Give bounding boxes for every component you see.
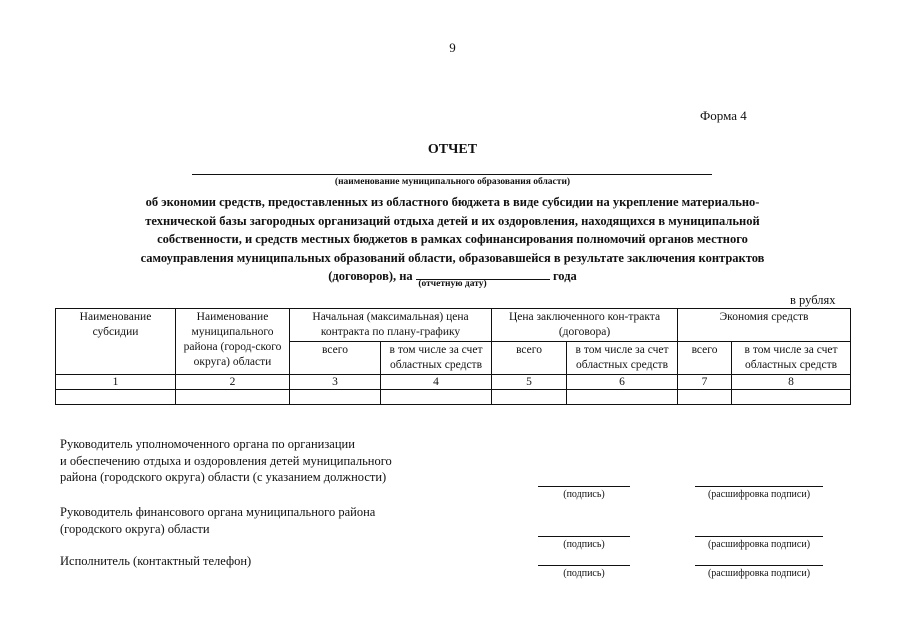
header-regional-funds: в том числе за счет областных средств [732,342,851,375]
table-number-row [56,375,851,390]
description-line: технической базы загородных организаций отдыха детей и их оздоровления, находящихся в муниципальной [145,213,760,228]
signatory-line: и обеспечению отдыха и оздоровления детей муниципального [60,453,392,468]
signature-decode-caption: (расшифровка подписи) [707,539,811,550]
signatory-line: района (городского округа) области (с указанием должности) [60,470,387,484]
units-label: в рублях [790,293,836,307]
signature-caption: (подпись) [563,568,605,579]
header-regional-funds: в том числе за счет областных средств [567,342,678,375]
header-initial-price: Начальная (максимальная) цена контракта по плану-графику [290,309,492,342]
header-subsidy-name: Наименование субсидии [56,309,176,375]
description-line: собственности, и средств местных бюджетов в рамках софинансирования полномочий органов местного [157,232,748,246]
column-number: 3 [290,375,381,390]
municipality-name-line [192,174,712,175]
column-number: 7 [678,375,732,390]
header-regional-funds: в том числе за счет областных средств [381,342,492,375]
description-line: об экономии средств, предоставленных из областного бюджета в виде субсидии на укрепление материально- [145,195,760,209]
form-label: Форма 4 [700,108,747,123]
header-total: всего [492,342,567,375]
signature-decode-line [695,565,823,566]
signatory-finance-body [60,504,375,537]
header-savings: Экономия средств [678,309,851,342]
signatory-line: Исполнитель (контактный телефон) [60,554,252,568]
column-number: 2 [176,375,290,390]
report-table [55,308,851,405]
table-cell[interactable] [732,390,851,405]
signature-decode-caption: (расшифровка подписи) [707,568,811,579]
signatory-line: Руководитель финансового органа муниципального района [60,505,376,519]
column-number: 4 [381,375,492,390]
table-cell[interactable] [567,390,678,405]
signature-caption: (подпись) [563,539,605,550]
municipality-name-caption: (наименование муниципального образования области) [334,177,571,187]
signature-decode-caption: (расшифровка подписи) [707,489,811,500]
signature-decode-line [695,536,823,537]
column-number: 6 [567,375,678,390]
signature-line [538,565,630,566]
signatory-authorized-body [60,436,392,486]
signature-line [538,536,630,537]
table-cell[interactable] [492,390,567,405]
description-line: самоуправления муниципальных образований области, образовавшейся в результате заключения контрактов [140,250,765,265]
column-number: 8 [732,375,851,390]
table-cell[interactable] [678,390,732,405]
signatory-line: Руководитель уполномоченного органа по организации [60,437,355,451]
table-empty-row [56,390,851,405]
table-cell[interactable] [176,390,290,405]
description-suffix: года [552,269,577,283]
signature-decode-line [695,486,823,487]
signatory-executor [60,553,251,570]
signature-caption: (подпись) [563,489,605,500]
table-cell[interactable] [56,390,176,405]
column-number: 5 [492,375,567,390]
page-number: 9 [449,40,456,55]
table-header-row [56,309,851,342]
header-municipality-name: Наименование муниципального района (город-ского округа) области [176,309,290,375]
header-total: всего [678,342,732,375]
signature-line [538,486,630,487]
column-number: 1 [56,375,176,390]
report-date-caption: (отчетную дату) [418,279,487,289]
header-contract-price: Цена заключенного кон-тракта (договора) [492,309,678,342]
header-total: всего [290,342,381,375]
report-title: ОТЧЕТ [427,142,478,157]
description-prefix: (договоров), на [328,269,413,283]
table-cell[interactable] [381,390,492,405]
table-cell[interactable] [290,390,381,405]
signatory-line: (городского округа) области [60,521,210,536]
report-description [60,193,845,286]
